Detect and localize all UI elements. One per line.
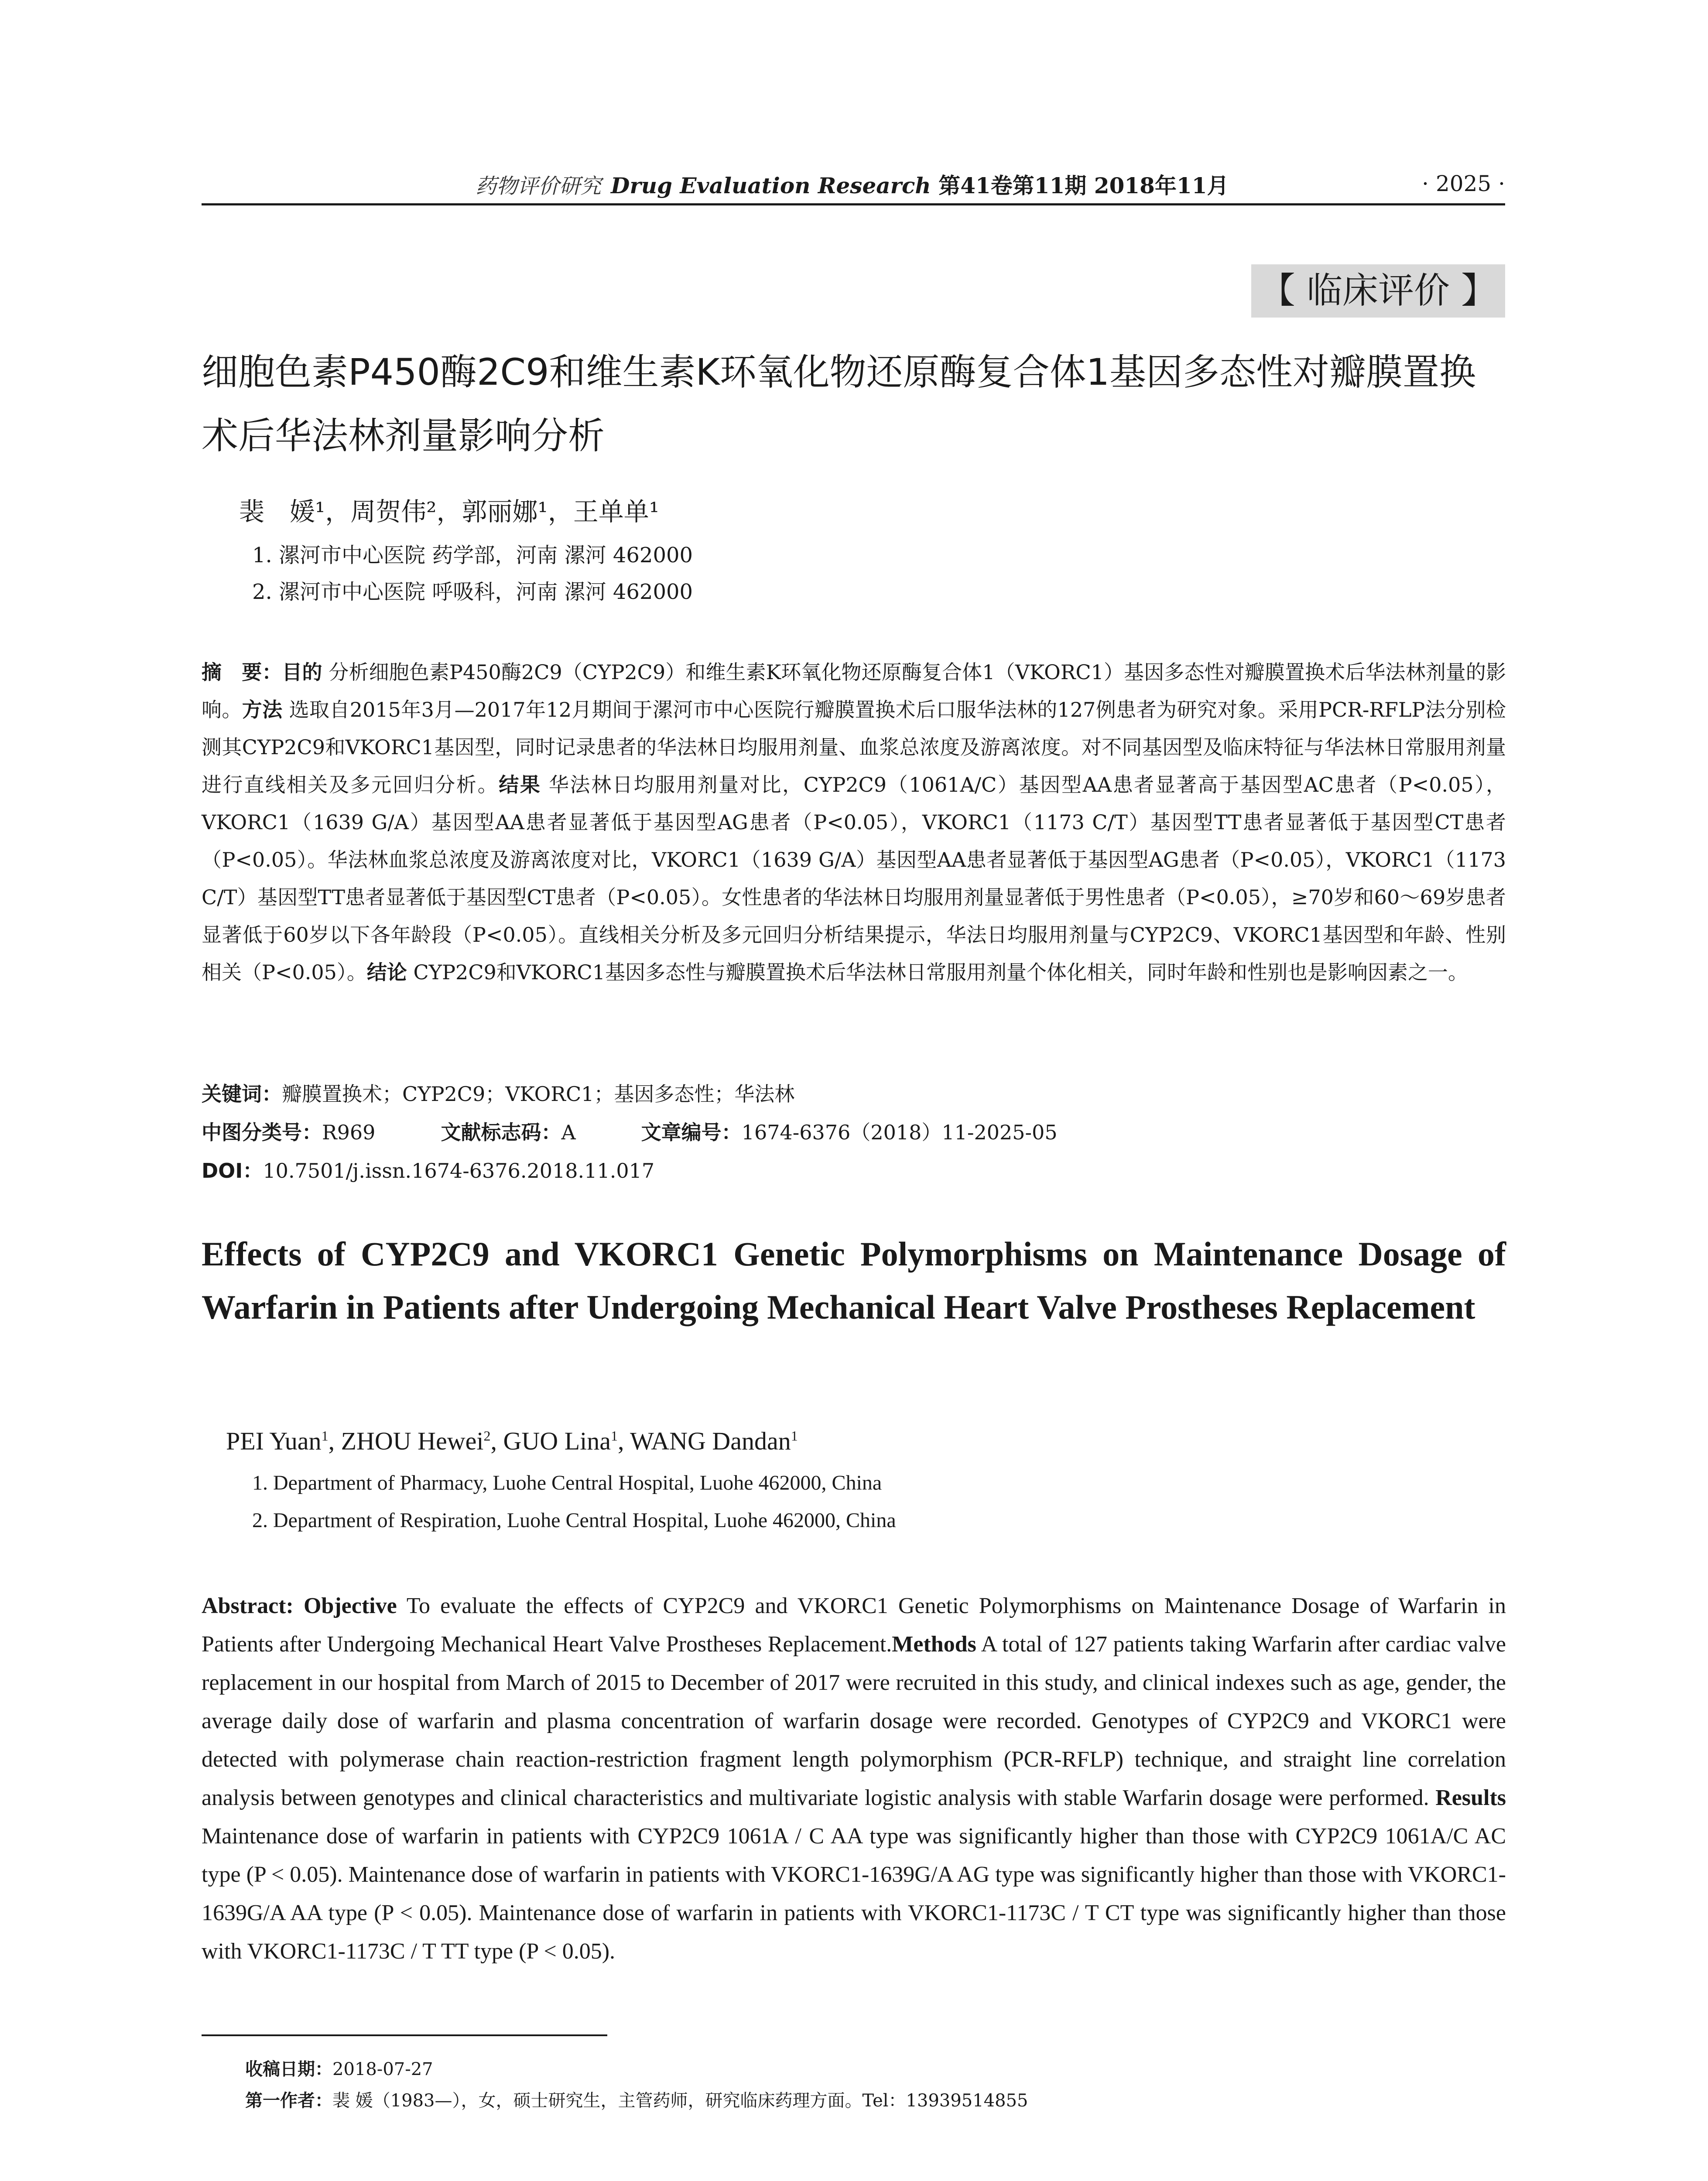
clc-value: R969 [322, 1121, 376, 1144]
cn-conclusion-label: 结论 [366, 961, 407, 984]
cn-objective-label: 目的 [282, 660, 322, 684]
header-rule [202, 203, 1505, 205]
doi-value: 10.7501/j.issn.1674-6376.2018.11.017 [263, 1159, 655, 1183]
doc-code-label: 文献标志码： [441, 1121, 561, 1144]
cn-classification-line [202, 1117, 1058, 1145]
en-results: Maintenance dose of warfarin in patients with CYP2C9 1061A / C AA type was significantly higher than those with CYP2C9 1061A/C AC type (P < 0.05). Maintenance dose of warfarin in patients with VKORC1-1639G/A AG type was significantly higher than those with VKORC1-1639G/A AA type (P < 0.05). Maintenance dose of warfarin in patients with VKORC1-1173C / T CT type was significantly higher than those with VKORC1-1173C / T TT type (P < 0.05). [202, 1824, 1506, 1964]
cn-results-label: 结果 [499, 773, 541, 797]
clc-label: 中图分类号： [202, 1121, 322, 1144]
cn-methods: 选取自2015年3月—2017年12月期间于漯河市中心医院行瓣膜置换术后口服华法林的127例患者为研究对象。采用PCR-RFLP法分别检测其CYP2C9和VKORC1基因型，同时记录患者的华法林日均服用剂量、血浆总浓度及游离浓度。对不同基因型及临床特征与华法林日常服用剂量进行直线相关及多元回归分析。 [202, 698, 1506, 797]
cn-keywords-text: 瓣膜置换术；CYP2C9；VKORC1；基因多态性；华法林 [282, 1082, 795, 1106]
en-objective: To evaluate the effects of CYP2C9 and VKORC1 Genetic Polymorphisms on Maintenance Dosage of Warfarin in Patients after Undergoing Mechanical Heart Valve Prostheses Replacement. [202, 1593, 1506, 1657]
doi-label: DOI： [202, 1159, 263, 1183]
first-author-value: 裴 媛（1983—），女，硕士研究生，主管药师，研究临床药理方面。Tel：13939514855 [332, 2091, 1028, 2111]
en-abstract [202, 1587, 1506, 1971]
cn-objective: 分析细胞色素P450酶2C9（CYP2C9）和维生素K环氧化物还原酶复合体1（VKORC1）基因多态性对瓣膜置换术后华法林剂量的影响。 [202, 660, 1506, 721]
page-number: · 2025 · [1422, 171, 1505, 196]
en-methods-label: Methods [892, 1632, 976, 1657]
en-author-name: PEI Yuan [226, 1427, 322, 1455]
en-authors: PEI Yuan$^1$, ZHOU Hewei$^2$, GUO Lina$^1$, WANG Dandan$^1$ [226, 1427, 798, 1455]
footnote-rule [202, 2034, 607, 2036]
en-author-sup: 2 [483, 1428, 491, 1444]
en-affiliation-1: 1. Department of Pharmacy, Luohe Central Hospital, Luohe 462000, China [252, 1471, 882, 1494]
cn-results: 华法林日均服用剂量对比，CYP2C9（1061A/C）基因型AA患者显著高于基因型AC患者（P<0.05），VKORC1（1639 G/A）基因型AA患者显著低于基因型AG患者（P<0.05），VKORC1（1173 C/T）基因型TT患者显著低于基因型CT患者（P<0.05）。华法林血浆总浓度及游离浓度对比，VKORC1（1639 G/A）基因型AA患者显著低于基因型AG患者（P<0.05），VKORC1（1173 C/T）基因型TT患者显著低于基因型CT患者（P<0.05）。女性患者的华法林日均服用剂量显著低于男性患者（P<0.05），≥70岁和60～69岁患者显著低于60岁以下各年龄段（P<0.05）。直线相关分析及多元回归分析结果提示，华法日均服用剂量与CYP2C9、VKORC1基因型和年龄、性别相关（P<0.05）。 [202, 773, 1506, 984]
issue-info: 第41卷第11期 2018年11月 [938, 173, 1229, 198]
received-label: 收稿日期： [245, 2059, 332, 2079]
en-author-sup: 1 [791, 1428, 798, 1444]
section-tag: 【 临床评价 】 [1251, 264, 1505, 318]
en-title: Effects of CYP2C9 and VKORC1 Genetic Polymorphisms on Maintenance Dosage of Warfarin in Patients after Undergoing Mechanical Heart Valve Prostheses Replacement [202, 1235, 1506, 1326]
cn-abstract-label: 摘 要： [202, 660, 282, 684]
en-author-sup: 1 [321, 1428, 329, 1444]
received-date [245, 2055, 433, 2080]
cn-affiliation-2: 2. 漯河市中心医院 呼吸科，河南 漯河 462000 [252, 580, 693, 604]
en-objective-label: Objective [303, 1593, 397, 1618]
first-author-note [245, 2087, 1028, 2112]
running-header [611, 168, 1229, 200]
en-author-sup: 1 [610, 1428, 618, 1444]
cn-keywords [202, 1078, 794, 1107]
journal-name-en: Drug Evaluation Research [611, 173, 931, 198]
en-methods: A total of 127 patients taking Warfarin after cardiac valve replacement in our hospital from March of 2015 to December of 2017 were recruited in this study, and clinical indexes such as age, gender, the average daily dose of warfarin and plasma concentration of warfarin dosage were recorded. Genotypes of CYP2C9 and VKORC1 were detected with polymerase chain reaction-restriction fragment length polymorphism (PCR-RFLP) technique, and straight line correlation analysis between genotypes and clinical characteristics and multivariate logistic analysis with stable Warfarin dosage were performed. [202, 1632, 1506, 1810]
first-author-label: 第一作者： [245, 2091, 332, 2111]
en-affiliation-2: 2. Department of Respiration, Luohe Central Hospital, Luohe 462000, China [252, 1509, 896, 1532]
doi-line [202, 1155, 654, 1184]
article-no-label: 文章编号： [641, 1121, 742, 1144]
cn-keywords-label: 关键词： [202, 1082, 282, 1106]
cn-affiliation-1: 1. 漯河市中心医院 药学部，河南 漯河 462000 [252, 543, 693, 567]
cn-authors: 裴 媛¹，周贺伟²，郭丽娜¹，王单单¹ [239, 497, 660, 526]
en-abstract-label: Abstract: [202, 1593, 294, 1618]
en-author-name: GUO Lina [503, 1427, 611, 1455]
cn-conclusion: CYP2C9和VKORC1基因多态性与瓣膜置换术后华法林日常服用剂量个体化相关，同时年龄和性别也是影响因素之一。 [407, 961, 1468, 984]
doc-code-value: A [561, 1121, 576, 1144]
cn-abstract [202, 653, 1506, 991]
cn-title: 细胞色素P450酶2C9和维生素K环氧化物还原酶复合体1基因多态性对瓣膜置换术后华法林剂量影响分析 [202, 351, 1476, 457]
en-results-label: Results [1435, 1785, 1506, 1810]
en-author-name: WANG Dandan [630, 1427, 791, 1455]
en-author-name: ZHOU Hewei [341, 1427, 484, 1455]
received-value: 2018-07-27 [332, 2059, 433, 2079]
journal-logo: 药物评价研究 [476, 174, 602, 198]
cn-methods-label: 方法 [242, 698, 283, 721]
article-no-value: 1674-6376（2018）11-2025-05 [741, 1121, 1058, 1144]
